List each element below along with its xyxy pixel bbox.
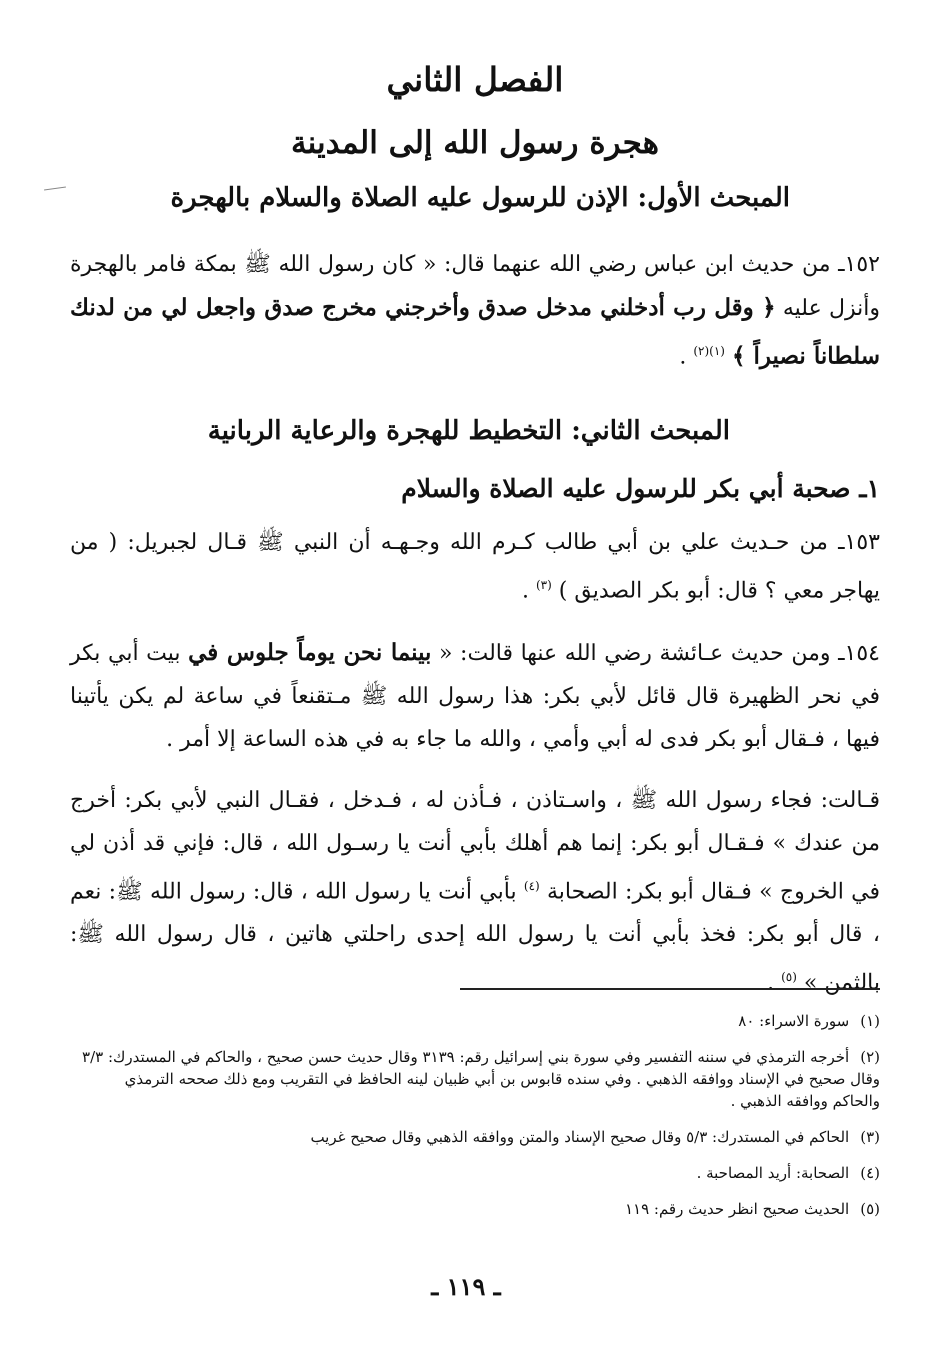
footnote-number: (٢): [860, 1048, 880, 1066]
section-heading-1: المبحث الأول: الإذن للرسول عليه الصلاة والسلام بالهجرة: [170, 183, 790, 213]
footnote-text: أخرجه الترمذي في سننه التفسير وفي سورة بني إسرائيل رقم: ٣١٣٩ وقال حديث حسن صحيح ، والحاكم في المستدرك: ٣/٣ وقال صحيح في الإسناد ووافقه الذهبي . وفي سنده قابوس بن أبي ظبيان لينه الحافظ في التقريب ومع ذلك صححه الترمذي والحاكم ووافقه الذهبي .: [82, 1048, 880, 1110]
footnote-text: الحاكم في المستدرك: ٥/٣ وقال صحيح الإسناد والمتن ووافقه الذهبي وقال صحيح غريب: [310, 1128, 850, 1146]
period: .: [521, 578, 536, 604]
hadith-152-text: ١٥٢ـ من حديث ابن عباس رضي الله عنهما قال: « كان رسول الله ﷺ بمكة فامر بالهجرة وأنزل عليه: [70, 252, 881, 321]
hadith-153-text: ١٥٣ـ من حـديث علي بن أبي طالب كـرم الله وجـهـه أن النبي ﷺ قـال لجبريل: ( من يهاجر معي ؟ قال: أبو بكر الصديق ): [70, 530, 880, 604]
footnote-ref[interactable]: (٣): [535, 578, 552, 593]
footnote-5: [80, 1198, 880, 1220]
footnote-number: (٤): [860, 1164, 880, 1182]
quran-verse: ﴿ وقل رب أدخلني مدخل صدق وأخرجني مخرج صدق واجعل لي من لدنك سلطاناً نصيراً ﴾: [70, 294, 880, 370]
hadith-154: [70, 631, 880, 761]
page-body: [70, 60, 880, 1004]
hadith-152: [70, 243, 880, 378]
footnote-ref[interactable]: (١)(٢): [693, 344, 725, 358]
footnote-text: سورة الاسراء: ٨٠: [738, 1012, 850, 1030]
hadith-154-start: ١٥٤ـ ومن حديث عـائشة رضي الله عنها قالت: «: [431, 640, 880, 666]
chapter-title: هجرة رسول الله إلى المدينة: [290, 125, 660, 161]
hadith-154-text: بيت أبي بكر في نحر الظهيرة قال قائل لأبي بكر: هذا رسول الله ﷺ مـتقنعاً في ساعة لم يكن يأتينا فيها ، فـقال أبو بكر فدى له أبي وأمي ، والله ما جاء به في هذه الساعة إلا أمر .: [70, 640, 880, 752]
continued-text: قـالت: فجاء رسول الله ﷺ ، واسـتاذن ، فـأذن له ، فـدخل ، فقـال النبي لأبي بكر: أخرج من عندك » فـقـال أبو بكر: إنما هم أهلك بأبي أنت يا رسـول الله ، قال: فإني قد أذن لي في الخروج » فـقال أبو بكر: الصحابة: [70, 787, 880, 904]
subheading-1: ١ـ صحبة أبي بكر للرسول عليه الصلاة والسلام: [401, 474, 880, 504]
footnote-number: (٥): [860, 1200, 880, 1218]
footnote-divider: [460, 988, 880, 990]
period: .: [679, 344, 694, 370]
hadith-154-bold: بينما نحن يوماً جلوس في: [188, 638, 432, 666]
hadith-154-continued: [70, 779, 880, 1005]
footnote-text: الصحابة: أريد المصاحبة .: [696, 1164, 850, 1182]
footnote-2: [80, 1046, 880, 1112]
footnote-3: [80, 1126, 880, 1148]
section-heading-2: المبحث الثاني: التخطيط للهجرة والرعاية الربانية: [207, 416, 730, 447]
footnote-ref[interactable]: (٥): [781, 969, 797, 984]
period: .: [767, 970, 782, 996]
footnotes: [80, 1010, 880, 1234]
footnote-1: [80, 1010, 880, 1032]
footnote-text: الحديث صحيح انظر حديث رقم: ١١٩: [624, 1200, 850, 1218]
scan-mark: [44, 186, 66, 190]
footnote-4: [80, 1162, 880, 1184]
hadith-153: [70, 521, 880, 612]
page-number: ـ ١١٩ ـ: [431, 1272, 501, 1301]
footnote-number: (١): [860, 1012, 880, 1030]
footnote-number: (٣): [860, 1128, 880, 1146]
chapter-heading: الفصل الثاني: [386, 60, 564, 99]
continued-text-2: بأبي أنت يا رسول الله ، قال: رسول الله ﷺ: نعم ، قال أبو بكر: فخذ بأبي أنت يا رسول الله إحدى راحلتي هاتين ، قال رسول الله ﷺ: بالثمن »: [70, 878, 880, 996]
footnote-ref[interactable]: (٤): [523, 878, 540, 893]
